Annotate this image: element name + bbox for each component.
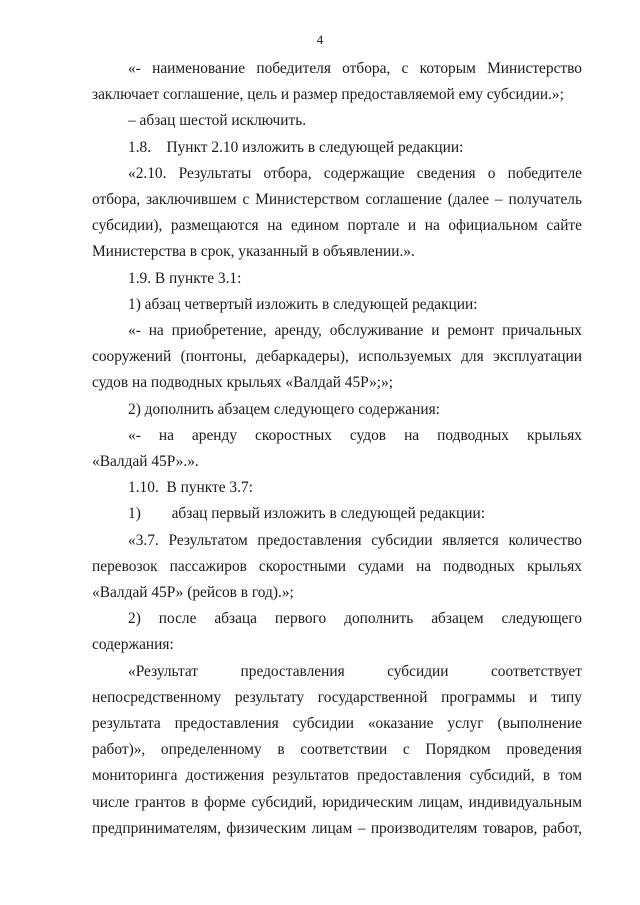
paragraph (92, 318, 582, 397)
text-line: «Валдай 45Р» (рейсов в год).»; (92, 584, 294, 602)
paragraph (92, 161, 582, 266)
paragraph (92, 501, 582, 527)
text-line: субсидии), размещаются на едином портале и на официальном сайте (92, 217, 582, 235)
text-line: «3.7. Результатом предоставления субсидии является количество (128, 531, 582, 549)
paragraph (92, 135, 582, 161)
paragraph (92, 397, 582, 423)
text-line: 1.9. В пункте 3.1: (128, 269, 242, 287)
text-line: 2) дополнить абзацем следующего содержания: (128, 400, 440, 418)
text-line: 1.10. В пункте 3.7: (128, 479, 253, 497)
text-line: «- наименование победителя отбора, с которым Министерство (128, 60, 582, 77)
document-body (92, 56, 582, 842)
text-line: сооружений (понтоны, дебаркадеры), используемых для эксплуатации (92, 348, 582, 366)
text-line: непосредственному результату государственной программы и типу (92, 688, 582, 706)
text-line: Министерства в срок, указанный в объявлении.». (92, 243, 415, 261)
paragraph (92, 108, 582, 134)
text-line: мониторинга достижения результатов предоставления субсидий, в том (92, 767, 582, 785)
text-line: 2) после абзаца первого дополнить абзацем следующего (128, 610, 582, 628)
text-line: «- на аренду скоростных судов на подводных крыльях (128, 426, 582, 444)
text-line: «2.10. Результаты отбора, содержащие сведения о победителе (128, 164, 582, 182)
text-line: «Результат предоставления субсидии соответствует (128, 662, 582, 680)
text-line: работ)», определенному в соответствии с Порядком проведения (92, 741, 582, 759)
text-line: 1.8. Пункт 2.10 изложить в следующей редакции: (128, 138, 464, 156)
paragraph (92, 606, 582, 658)
paragraph (92, 659, 582, 842)
text-line: числе грантов в форме субсидий, юридическим лицам, индивидуальным (92, 793, 582, 811)
text-line: результата предоставления субсидии «оказание услуг (выполнение (92, 715, 582, 733)
text-line: – абзац шестой исключить. (128, 112, 307, 130)
text-line: предпринимателям, физическим лицам – производителям товаров, работ, (92, 819, 582, 837)
text-line: заключает соглашение, цель и размер предоставляемой ему субсидии.»; (92, 86, 564, 104)
text-line: «- на приобретение, аренду, обслуживание и ремонт причальных (128, 322, 582, 340)
page-number: 4 (316, 32, 324, 47)
paragraph (92, 292, 582, 318)
text-line: 1) абзац первый изложить в следующей редакции: (128, 505, 485, 523)
paragraph (92, 423, 582, 475)
paragraph (92, 56, 582, 108)
text-line: «Валдай 45Р».». (92, 453, 199, 471)
text-line: содержания: (92, 636, 174, 654)
text-line: судов на подводных крыльях «Валдай 45Р»;»; (92, 374, 394, 392)
paragraph (92, 528, 582, 607)
paragraph (92, 266, 582, 292)
text-line: перевозок пассажиров скоростными судами на подводных крыльях (92, 557, 582, 575)
paragraph (92, 475, 582, 501)
text-line: 1) абзац четвертый изложить в следующей редакции: (128, 295, 478, 313)
text-line: отбора, заключившем с Министерством соглашение (далее – получатель (92, 191, 582, 209)
